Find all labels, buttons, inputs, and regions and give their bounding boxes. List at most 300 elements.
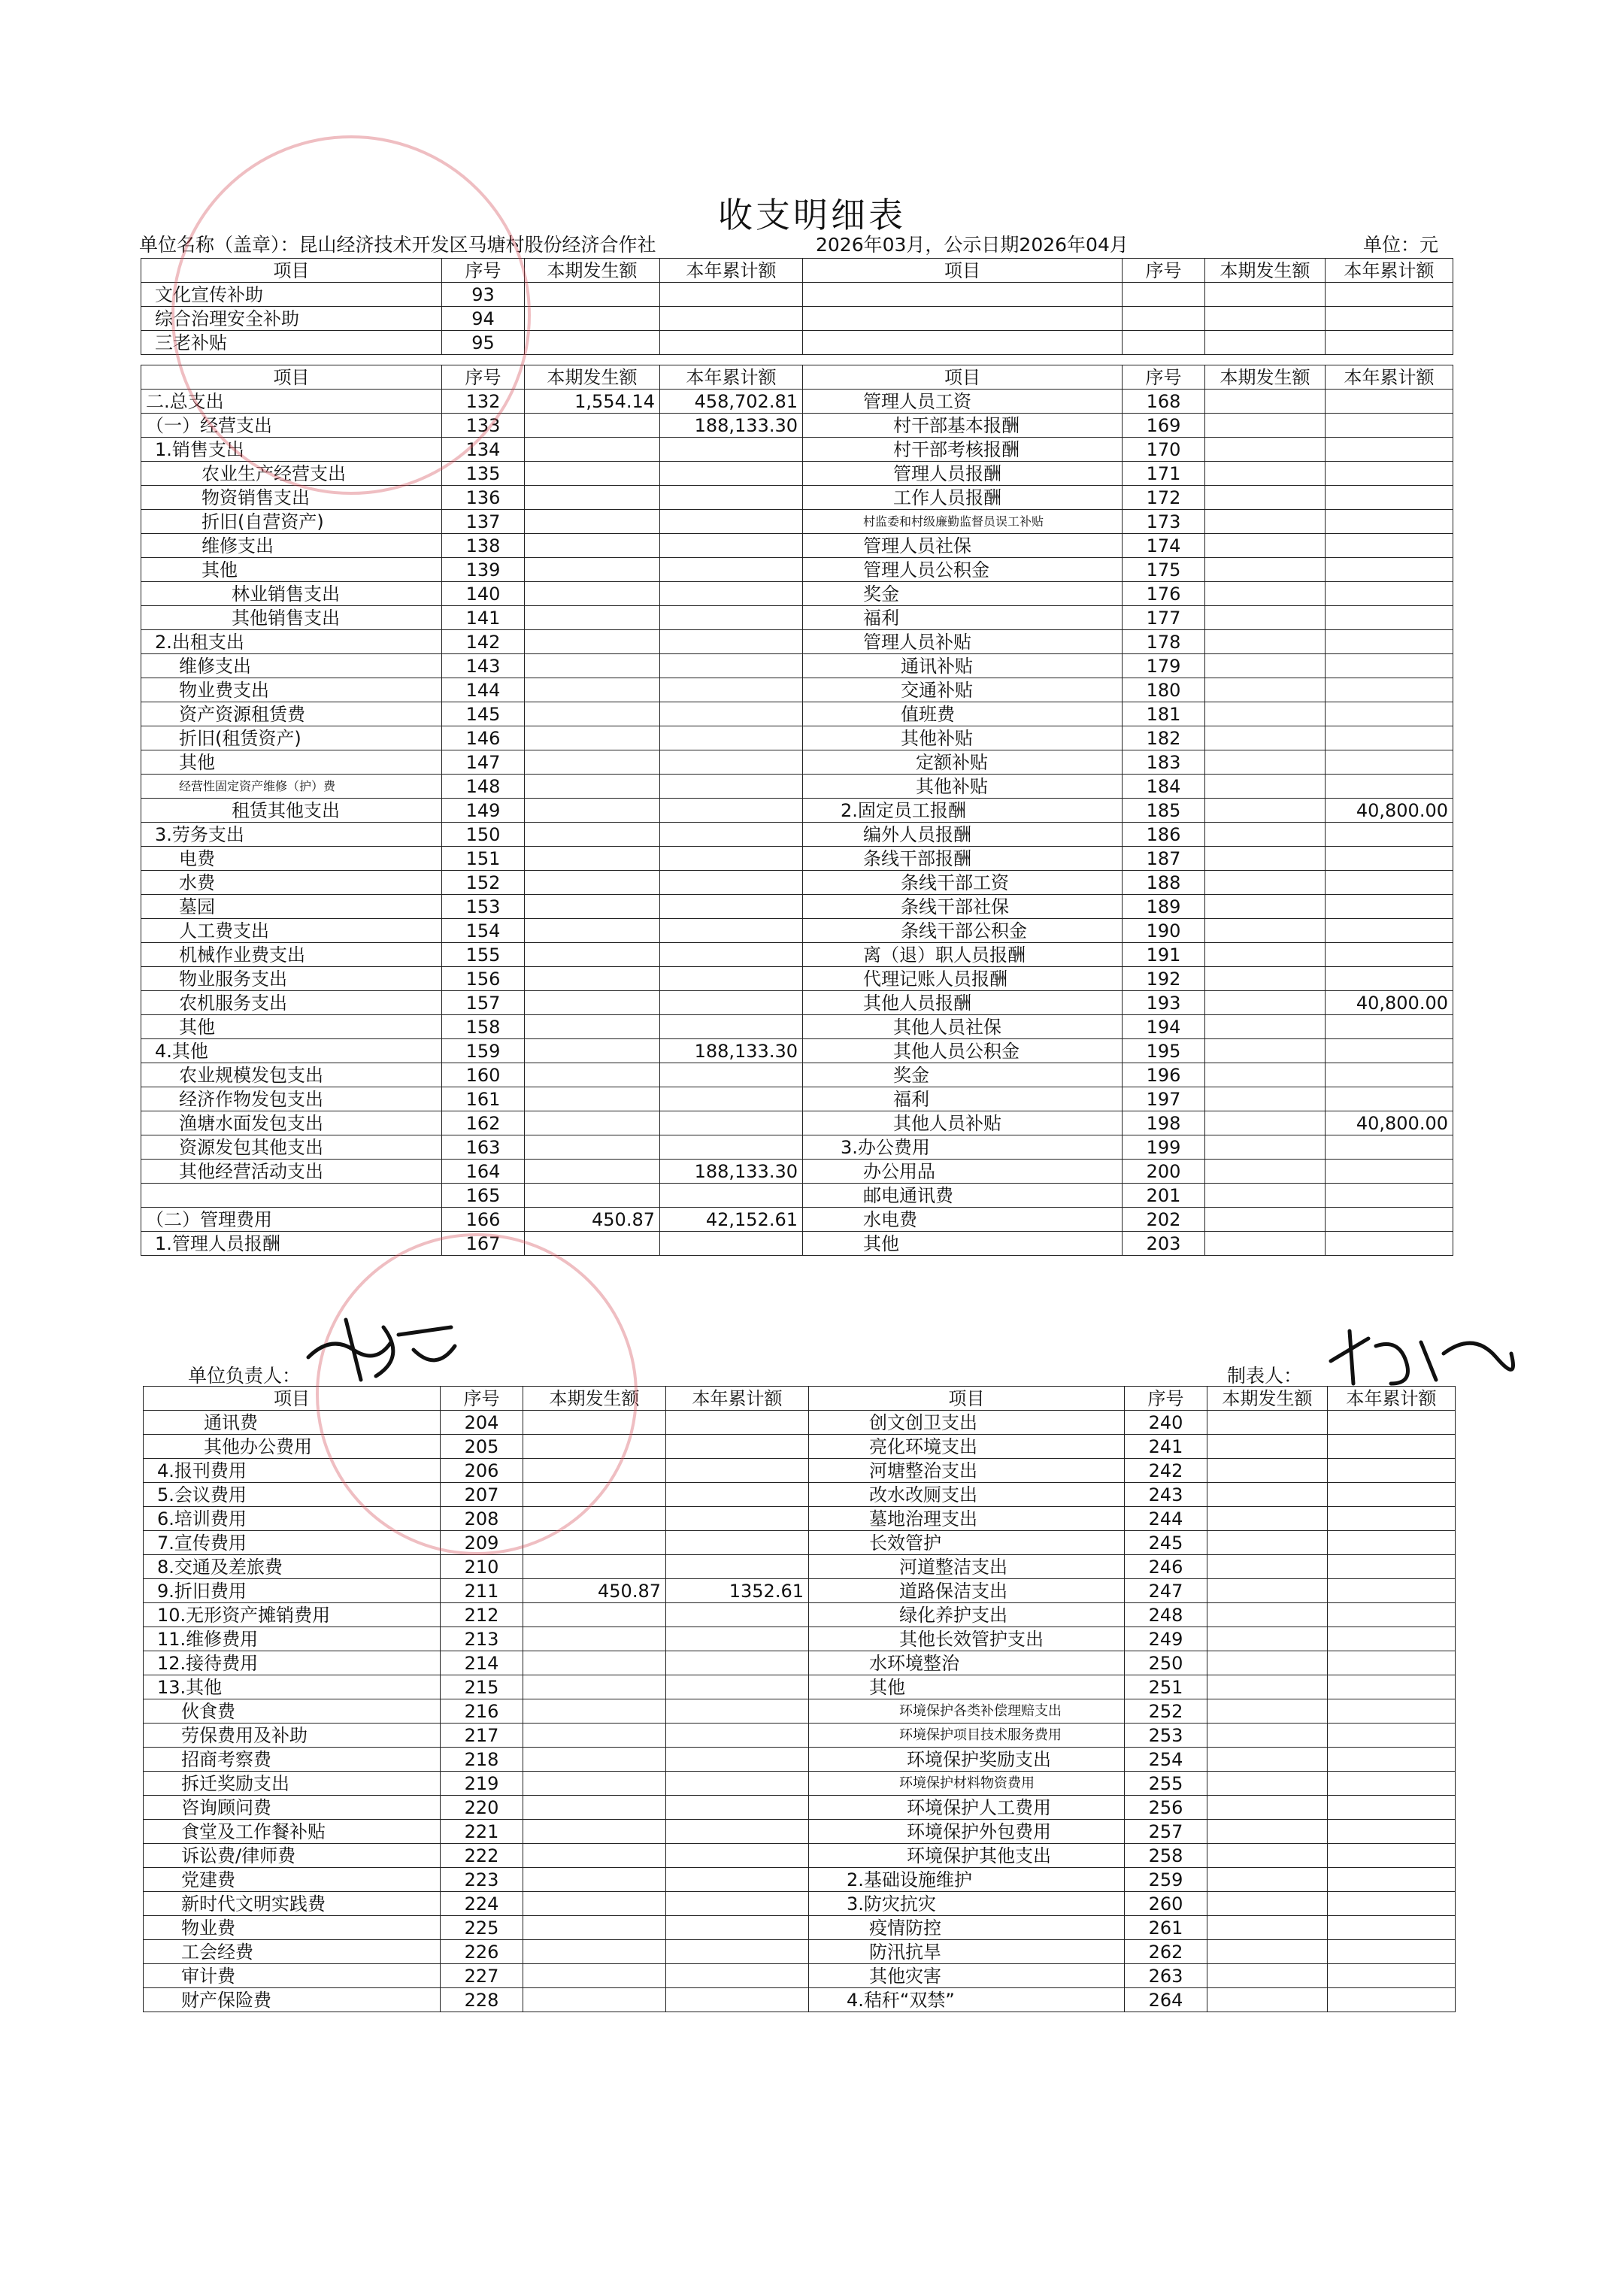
table-row <box>141 1184 1453 1208</box>
row-current-amount <box>525 606 660 630</box>
row-current-amount <box>525 823 660 847</box>
row-ytd-amount: 188,133.30 <box>660 414 803 438</box>
row-seq: 255 <box>1125 1772 1207 1796</box>
row-ytd-amount <box>1328 1844 1456 1868</box>
row-ytd-amount <box>660 283 803 307</box>
row-ytd-amount <box>660 534 803 558</box>
row-item-label: 6.培训费用 <box>144 1507 441 1531</box>
row-ytd-amount <box>660 1135 803 1160</box>
responsible-signature-icon <box>301 1305 466 1395</box>
row-seq: 260 <box>1125 1892 1207 1916</box>
col-ytd: 本年累计额 <box>1326 259 1453 283</box>
row-seq <box>1123 283 1205 307</box>
row-current-amount <box>1205 895 1326 919</box>
row-ytd-amount <box>666 1531 809 1555</box>
row-item-label: 7.宣传费用 <box>144 1531 441 1555</box>
row-seq: 179 <box>1123 654 1205 678</box>
row-ytd-amount <box>1328 1748 1456 1772</box>
row-seq: 222 <box>441 1844 523 1868</box>
row-ytd-amount <box>1328 1699 1456 1724</box>
row-item-label: 其他 <box>803 1232 1123 1256</box>
row-seq: 227 <box>441 1964 523 1988</box>
row-ytd-amount <box>666 1988 809 2012</box>
row-item-label: 经营性固定资产维修（护）费 <box>141 775 442 799</box>
row-ytd-amount <box>660 775 803 799</box>
row-current-amount <box>1205 943 1326 967</box>
row-ytd-amount <box>660 750 803 775</box>
row-current-amount <box>523 1988 666 2012</box>
row-ytd-amount <box>1326 726 1453 750</box>
row-ytd-amount <box>1326 654 1453 678</box>
row-current-amount <box>525 871 660 895</box>
row-ytd-amount <box>660 678 803 702</box>
row-item-label: 其他补贴 <box>803 775 1123 799</box>
row-item-label: 资源发包其他支出 <box>141 1135 442 1160</box>
table-row <box>144 1988 1456 2012</box>
row-current-amount <box>523 1699 666 1724</box>
row-seq: 247 <box>1125 1579 1207 1603</box>
row-current-amount <box>1205 919 1326 943</box>
row-current-amount <box>1205 1135 1326 1160</box>
row-current-amount <box>523 1892 666 1916</box>
row-ytd-amount <box>1328 1868 1456 1892</box>
row-ytd-amount <box>666 1844 809 1868</box>
row-item-label: 13.其他 <box>144 1675 441 1699</box>
table-row <box>144 1555 1456 1579</box>
row-ytd-amount <box>660 895 803 919</box>
row-item-label: 9.折旧费用 <box>144 1579 441 1603</box>
table-row <box>144 1459 1456 1483</box>
row-ytd-amount <box>660 991 803 1015</box>
row-current-amount <box>525 1063 660 1087</box>
row-current-amount <box>1205 1184 1326 1208</box>
row-item-label: 工会经费 <box>144 1940 441 1964</box>
row-current-amount <box>525 486 660 510</box>
row-seq: 159 <box>442 1039 525 1063</box>
row-seq: 196 <box>1123 1063 1205 1087</box>
table-row <box>144 1940 1456 1964</box>
row-seq: 143 <box>442 654 525 678</box>
row-seq: 146 <box>442 726 525 750</box>
row-ytd-amount <box>1326 307 1453 331</box>
row-ytd-amount <box>660 919 803 943</box>
currency-unit: 单位：元 <box>1363 234 1439 256</box>
row-ytd-amount <box>660 558 803 582</box>
row-current-amount <box>1205 823 1326 847</box>
row-current-amount <box>1205 871 1326 895</box>
row-current-amount: 450.87 <box>523 1579 666 1603</box>
row-seq: 175 <box>1123 558 1205 582</box>
row-ytd-amount <box>666 1555 809 1579</box>
row-seq: 209 <box>441 1531 523 1555</box>
row-ytd-amount <box>660 654 803 678</box>
table-row <box>141 823 1453 847</box>
row-item-label: 党建费 <box>144 1868 441 1892</box>
row-ytd-amount <box>666 1651 809 1675</box>
row-item-label: 其他 <box>141 750 442 775</box>
row-current-amount <box>1207 1940 1328 1964</box>
row-item-label: 环境保护其他支出 <box>809 1844 1125 1868</box>
row-ytd-amount <box>660 1087 803 1111</box>
table-row <box>144 1651 1456 1675</box>
row-ytd-amount <box>1328 1964 1456 1988</box>
row-item-label: 其他 <box>141 558 442 582</box>
row-item-label: 其他销售支出 <box>141 606 442 630</box>
row-ytd-amount <box>1328 1988 1456 2012</box>
row-current-amount <box>1207 1964 1328 1988</box>
row-item-label: 物业服务支出 <box>141 967 442 991</box>
row-seq: 183 <box>1123 750 1205 775</box>
row-current-amount <box>525 895 660 919</box>
row-current-amount <box>525 438 660 462</box>
income-expense-table-section-2 <box>141 365 1453 1256</box>
row-seq: 225 <box>441 1916 523 1940</box>
row-seq: 174 <box>1123 534 1205 558</box>
table-row <box>141 1111 1453 1135</box>
table-row <box>141 1160 1453 1184</box>
row-item-label: 创文创卫支出 <box>809 1411 1125 1435</box>
row-current-amount <box>525 1039 660 1063</box>
row-current-amount <box>1205 1232 1326 1256</box>
row-current-amount <box>523 1531 666 1555</box>
row-seq: 220 <box>441 1796 523 1820</box>
row-item-label: 4.报刊费用 <box>144 1459 441 1483</box>
row-item-label: 办公用品 <box>803 1160 1123 1184</box>
row-item-label: 村干部考核报酬 <box>803 438 1123 462</box>
row-current-amount: 450.87 <box>525 1208 660 1232</box>
row-item-label: 条线干部社保 <box>803 895 1123 919</box>
row-current-amount <box>523 1796 666 1820</box>
row-ytd-amount <box>1326 462 1453 486</box>
row-seq: 186 <box>1123 823 1205 847</box>
row-current-amount <box>1207 1651 1328 1675</box>
row-ytd-amount <box>660 1232 803 1256</box>
row-item-label: 1.管理人员报酬 <box>141 1232 442 1256</box>
row-current-amount <box>1205 510 1326 534</box>
row-seq: 160 <box>442 1063 525 1087</box>
row-current-amount <box>1207 1435 1328 1459</box>
row-ytd-amount: 40,800.00 <box>1326 1111 1453 1135</box>
table-row <box>141 1208 1453 1232</box>
row-current-amount <box>1205 678 1326 702</box>
row-item-label: 疫情防控 <box>809 1916 1125 1940</box>
row-ytd-amount <box>1326 1232 1453 1256</box>
row-item-label: 离（退）职人员报酬 <box>803 943 1123 967</box>
row-current-amount <box>1205 534 1326 558</box>
row-seq: 141 <box>442 606 525 630</box>
col-item: 项目 <box>803 365 1123 390</box>
row-seq: 249 <box>1125 1627 1207 1651</box>
row-current-amount <box>525 582 660 606</box>
row-current-amount <box>1205 1063 1326 1087</box>
row-item-label: 奖金 <box>803 582 1123 606</box>
row-ytd-amount <box>660 438 803 462</box>
row-ytd-amount <box>666 1699 809 1724</box>
row-seq: 151 <box>442 847 525 871</box>
row-item-label: 2.固定员工报酬 <box>803 799 1123 823</box>
row-item-label: 交通补贴 <box>803 678 1123 702</box>
row-current-amount <box>1205 390 1326 414</box>
row-item-label: 环境保护人工费用 <box>809 1796 1125 1820</box>
col-ytd: 本年累计额 <box>1328 1387 1456 1411</box>
row-item-label: 折旧(租赁资产) <box>141 726 442 750</box>
row-item-label: 编外人员报酬 <box>803 823 1123 847</box>
row-current-amount <box>1207 1916 1328 1940</box>
row-seq: 213 <box>441 1627 523 1651</box>
table-row <box>141 1232 1453 1256</box>
row-ytd-amount <box>660 582 803 606</box>
row-seq: 215 <box>441 1675 523 1699</box>
row-ytd-amount <box>666 1940 809 1964</box>
row-current-amount <box>523 1748 666 1772</box>
row-seq: 154 <box>442 919 525 943</box>
row-seq: 149 <box>442 799 525 823</box>
row-ytd-amount <box>1326 823 1453 847</box>
row-current-amount <box>1205 283 1326 307</box>
row-item-label: 环境保护项目技术服务费用 <box>809 1724 1125 1748</box>
row-ytd-amount <box>660 1111 803 1135</box>
row-ytd-amount <box>1326 606 1453 630</box>
table-row <box>144 1868 1456 1892</box>
row-item-label: 折旧(自营资产) <box>141 510 442 534</box>
row-item-label: 环境保护奖励支出 <box>809 1748 1125 1772</box>
row-ytd-amount <box>1326 1039 1453 1063</box>
row-seq: 140 <box>442 582 525 606</box>
table-row <box>141 1063 1453 1087</box>
row-seq: 262 <box>1125 1940 1207 1964</box>
row-seq <box>1123 331 1205 355</box>
row-item-label: 维修支出 <box>141 534 442 558</box>
row-item-label: 其他人员公积金 <box>803 1039 1123 1063</box>
row-item-label: 条线干部报酬 <box>803 847 1123 871</box>
preparer-signature-icon <box>1323 1323 1519 1391</box>
row-ytd-amount <box>1326 847 1453 871</box>
row-item-label: 管理人员报酬 <box>803 462 1123 486</box>
row-current-amount <box>523 1507 666 1531</box>
row-ytd-amount <box>666 1675 809 1699</box>
row-ytd-amount <box>666 1796 809 1820</box>
row-seq: 263 <box>1125 1964 1207 1988</box>
row-seq: 194 <box>1123 1015 1205 1039</box>
col-current: 本期发生额 <box>1205 365 1326 390</box>
row-current-amount <box>1207 1820 1328 1844</box>
row-current-amount <box>1205 654 1326 678</box>
row-seq: 207 <box>441 1483 523 1507</box>
row-current-amount <box>1207 1892 1328 1916</box>
col-seq: 序号 <box>442 365 525 390</box>
row-item-label: 2.出租支出 <box>141 630 442 654</box>
row-item-label: 农业规模发包支出 <box>141 1063 442 1087</box>
row-ytd-amount <box>1328 1411 1456 1435</box>
row-ytd-amount <box>666 1964 809 1988</box>
row-seq: 244 <box>1125 1507 1207 1531</box>
row-item-label: 防汛抗旱 <box>809 1940 1125 1964</box>
row-current-amount <box>525 799 660 823</box>
row-seq: 133 <box>442 414 525 438</box>
row-item-label: 咨询顾问费 <box>144 1796 441 1820</box>
income-expense-table-section-1 <box>141 258 1453 355</box>
row-seq: 167 <box>442 1232 525 1256</box>
row-seq: 201 <box>1123 1184 1205 1208</box>
row-current-amount <box>1207 1411 1328 1435</box>
row-current-amount <box>523 1627 666 1651</box>
row-ytd-amount <box>1328 1724 1456 1748</box>
row-seq: 181 <box>1123 702 1205 726</box>
row-current-amount <box>525 726 660 750</box>
row-item-label: 其他人员报酬 <box>803 991 1123 1015</box>
row-current-amount: 1,554.14 <box>525 390 660 414</box>
row-current-amount <box>1205 1160 1326 1184</box>
row-seq: 264 <box>1125 1988 1207 2012</box>
col-seq: 序号 <box>1123 365 1205 390</box>
row-ytd-amount <box>1328 1531 1456 1555</box>
row-seq: 188 <box>1123 871 1205 895</box>
row-item-label: 环境保护各类补偿理赔支出 <box>809 1699 1125 1724</box>
row-seq: 241 <box>1125 1435 1207 1459</box>
row-seq: 191 <box>1123 943 1205 967</box>
row-ytd-amount <box>666 1483 809 1507</box>
row-seq: 243 <box>1125 1483 1207 1507</box>
table-row <box>144 1603 1456 1627</box>
row-item-label: 代理记账人员报酬 <box>803 967 1123 991</box>
row-seq: 254 <box>1125 1748 1207 1772</box>
row-seq: 261 <box>1125 1916 1207 1940</box>
row-ytd-amount <box>1328 1820 1456 1844</box>
row-seq: 202 <box>1123 1208 1205 1232</box>
row-item-label: 劳保费用及补助 <box>144 1724 441 1748</box>
row-item-label: 审计费 <box>144 1964 441 1988</box>
row-ytd-amount <box>1328 1675 1456 1699</box>
table-header-row <box>141 365 1453 390</box>
row-current-amount <box>523 1555 666 1579</box>
col-current: 本期发生额 <box>523 1387 666 1411</box>
row-seq: 259 <box>1125 1868 1207 1892</box>
row-current-amount <box>1205 558 1326 582</box>
row-current-amount <box>523 1603 666 1627</box>
row-ytd-amount <box>1326 582 1453 606</box>
row-current-amount <box>523 1411 666 1435</box>
row-ytd-amount <box>660 702 803 726</box>
row-current-amount <box>525 1015 660 1039</box>
table-row <box>144 1964 1456 1988</box>
row-ytd-amount <box>1326 331 1453 355</box>
table-row <box>141 799 1453 823</box>
col-current: 本期发生额 <box>1205 259 1326 283</box>
row-seq: 253 <box>1125 1724 1207 1748</box>
responsible-person-label: 单位负责人： <box>188 1365 301 1387</box>
row-ytd-amount <box>660 486 803 510</box>
row-item-label: 长效管护 <box>809 1531 1125 1555</box>
table-row <box>144 1724 1456 1748</box>
table-row <box>144 1772 1456 1796</box>
table-row <box>141 919 1453 943</box>
table-row <box>141 534 1453 558</box>
row-item-label: 3.防灾抗灾 <box>809 1892 1125 1916</box>
row-item-label: 邮电通讯费 <box>803 1184 1123 1208</box>
row-item-label: 墓地治理支出 <box>809 1507 1125 1531</box>
row-seq: 137 <box>442 510 525 534</box>
row-seq: 165 <box>442 1184 525 1208</box>
row-ytd-amount <box>1326 895 1453 919</box>
row-item-label: 资产资源租赁费 <box>141 702 442 726</box>
row-current-amount <box>525 534 660 558</box>
row-seq: 245 <box>1125 1531 1207 1555</box>
row-item-label: 通讯补贴 <box>803 654 1123 678</box>
row-item-label: 值班费 <box>803 702 1123 726</box>
row-ytd-amount <box>1326 702 1453 726</box>
row-seq: 205 <box>441 1435 523 1459</box>
row-item-label: 二.总支出 <box>141 390 442 414</box>
col-ytd: 本年累计额 <box>1326 365 1453 390</box>
row-seq: 172 <box>1123 486 1205 510</box>
row-ytd-amount <box>1326 1208 1453 1232</box>
row-item-label: 水环境整治 <box>809 1651 1125 1675</box>
row-current-amount <box>1207 1868 1328 1892</box>
row-seq: 152 <box>442 871 525 895</box>
table-row <box>141 1135 1453 1160</box>
row-ytd-amount <box>660 630 803 654</box>
row-ytd-amount <box>1328 1916 1456 1940</box>
report-title: 收支明细表 <box>718 195 906 235</box>
row-item-label: 11.维修费用 <box>144 1627 441 1651</box>
row-seq: 224 <box>441 1892 523 1916</box>
row-ytd-amount <box>666 1748 809 1772</box>
row-item-label: 林业销售支出 <box>141 582 442 606</box>
row-current-amount <box>1205 991 1326 1015</box>
row-item-label <box>803 331 1123 355</box>
row-item-label: 奖金 <box>803 1063 1123 1087</box>
col-item: 项目 <box>141 365 442 390</box>
table-row <box>141 510 1453 534</box>
row-ytd-amount <box>1326 1135 1453 1160</box>
table-row <box>141 750 1453 775</box>
row-ytd-amount <box>666 1820 809 1844</box>
table-row <box>144 1892 1456 1916</box>
row-ytd-amount: 188,133.30 <box>660 1039 803 1063</box>
row-ytd-amount: 40,800.00 <box>1326 799 1453 823</box>
row-item-label: 招商考察费 <box>144 1748 441 1772</box>
row-ytd-amount <box>1326 943 1453 967</box>
row-seq: 208 <box>441 1507 523 1531</box>
table-row <box>141 462 1453 486</box>
row-ytd-amount <box>1328 1892 1456 1916</box>
table-row <box>141 726 1453 750</box>
row-seq: 252 <box>1125 1699 1207 1724</box>
row-ytd-amount <box>1326 1015 1453 1039</box>
row-ytd-amount <box>666 1892 809 1916</box>
unit-name: 单位名称（盖章）：昆山经济技术开发区马塘村股份经济合作社 <box>139 234 656 256</box>
row-current-amount <box>1205 1039 1326 1063</box>
row-item-label: 文化宣传补助 <box>141 283 442 307</box>
row-seq: 199 <box>1123 1135 1205 1160</box>
row-current-amount <box>523 1940 666 1964</box>
row-item-label: 定额补贴 <box>803 750 1123 775</box>
row-ytd-amount <box>1328 1459 1456 1483</box>
row-seq: 162 <box>442 1111 525 1135</box>
row-current-amount <box>1205 1111 1326 1135</box>
row-seq: 142 <box>442 630 525 654</box>
row-current-amount <box>1207 1627 1328 1651</box>
row-seq: 242 <box>1125 1459 1207 1483</box>
row-current-amount <box>525 1111 660 1135</box>
row-seq: 223 <box>441 1868 523 1892</box>
preparer-label: 制表人： <box>1227 1365 1303 1387</box>
row-current-amount <box>1205 726 1326 750</box>
row-seq: 176 <box>1123 582 1205 606</box>
row-current-amount <box>1207 1555 1328 1579</box>
row-seq: 166 <box>442 1208 525 1232</box>
row-current-amount <box>523 1724 666 1748</box>
